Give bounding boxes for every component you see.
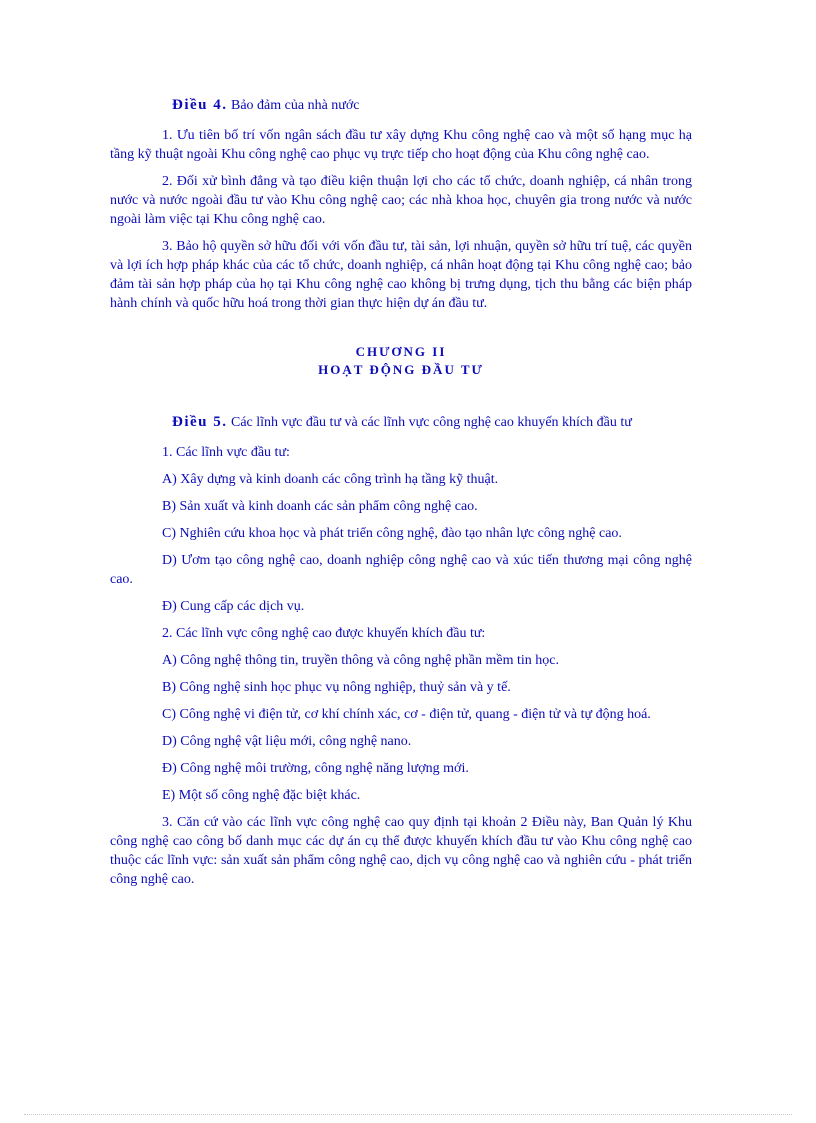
chapter-heading	[110, 343, 692, 379]
article-5-paragraph: E) Một số công nghệ đặc biệt khác.	[162, 788, 361, 803]
article-5-paragraph: A) Xây dựng và kinh doanh các công trình hạ tầng kỹ thuật.	[162, 472, 499, 487]
article-5-paragraph: 3. Căn cứ vào các lĩnh vực công nghệ cao quy định tại khoản 2 Điều này, Ban Quản lý Khu công nghệ cao công bố danh mục các dự án cụ thể được khuyến khích đầu tư vào Khu công nghệ cao thuộc các lĩnh vực: sản xuất sản phẩm công nghệ cao, dịch vụ công nghệ cao và nghiên cứu - phát triển công nghệ cao.	[110, 815, 692, 887]
page-bottom-divider	[24, 1114, 792, 1115]
article-5-paragraph: 1. Các lĩnh vực đầu tư:	[162, 445, 290, 460]
article-5-paragraph: 2. Các lĩnh vực công nghệ cao được khuyến khích đầu tư:	[162, 626, 486, 641]
document-page	[110, 96, 692, 897]
article-5-paragraph: D) Công nghệ vật liệu mới, công nghệ nano.	[162, 734, 412, 749]
article-4-paragraph-1: 1. Ưu tiên bố trí vốn ngân sách đầu tư xây dựng Khu công nghệ cao và một số hạng mục hạ tầng kỹ thuật ngoài Khu công nghệ cao phục vụ trực tiếp cho hoạt động của Khu công nghệ cao.	[110, 128, 692, 162]
article-5-paragraph: Đ) Cung cấp các dịch vụ.	[162, 599, 305, 614]
article-5-paragraph: B) Công nghệ sinh học phục vụ nông nghiệp, thuỷ sản và y tế.	[162, 680, 511, 695]
article-5-paragraph: D) Ươm tạo công nghệ cao, doanh nghiệp công nghệ cao và xúc tiến thương mại công nghệ cao.	[110, 553, 692, 587]
article-4-paragraph-3: 3. Bảo hộ quyền sở hữu đối với vốn đầu tư, tài sản, lợi nhuận, quyền sở hữu trí tuệ, các quyền và lợi ích hợp pháp khác của các tổ chức, doanh nghiệp, cá nhân hoạt động tại Khu công nghệ cao; bảo đảm tài sản hợp pháp của họ tại Khu công nghệ cao không bị trưng dụng, tịch thu bằng các biện pháp hành chính và quốc hữu hoá trong thời gian thực hiện dự án đầu tư.	[110, 239, 692, 311]
article-5-paragraph: A) Công nghệ thông tin, truyền thông và công nghệ phần mềm tin học.	[162, 653, 559, 668]
article-5-paragraph: Đ) Công nghệ môi trường, công nghệ năng lượng mới.	[162, 761, 469, 776]
article-4-label: Điều 4.	[172, 97, 228, 113]
article-5-heading	[110, 413, 692, 432]
article-4-title: Bảo đảm của nhà nước	[231, 98, 360, 113]
article-5-paragraph: B) Sản xuất và kinh doanh các sản phẩm công nghệ cao.	[162, 499, 478, 514]
chapter-title: HOẠT ĐỘNG ĐẦU TƯ	[318, 362, 484, 377]
article-4-paragraph-2: 2. Đối xử bình đẳng và tạo điều kiện thuận lợi cho các tổ chức, doanh nghiệp, cá nhân trong nước và nước ngoài đầu tư vào Khu công nghệ cao; các nhà khoa học, chuyên gia trong nước và nước ngoài làm việc tại Khu công nghệ cao.	[110, 174, 692, 227]
article-5-paragraph: C) Công nghệ vi điện tử, cơ khí chính xác, cơ - điện tử, quang - điện tử và tự động hoá.	[162, 707, 651, 722]
article-4-heading	[110, 96, 692, 115]
chapter-number: CHƯƠNG II	[355, 344, 447, 359]
article-5-paragraph: C) Nghiên cứu khoa học và phát triển công nghệ, đào tạo nhân lực công nghệ cao.	[162, 526, 622, 541]
article-5-title: Các lĩnh vực đầu tư và các lĩnh vực công nghệ cao khuyến khích đầu tư	[231, 415, 632, 430]
article-5-label: Điều 5.	[172, 414, 228, 430]
